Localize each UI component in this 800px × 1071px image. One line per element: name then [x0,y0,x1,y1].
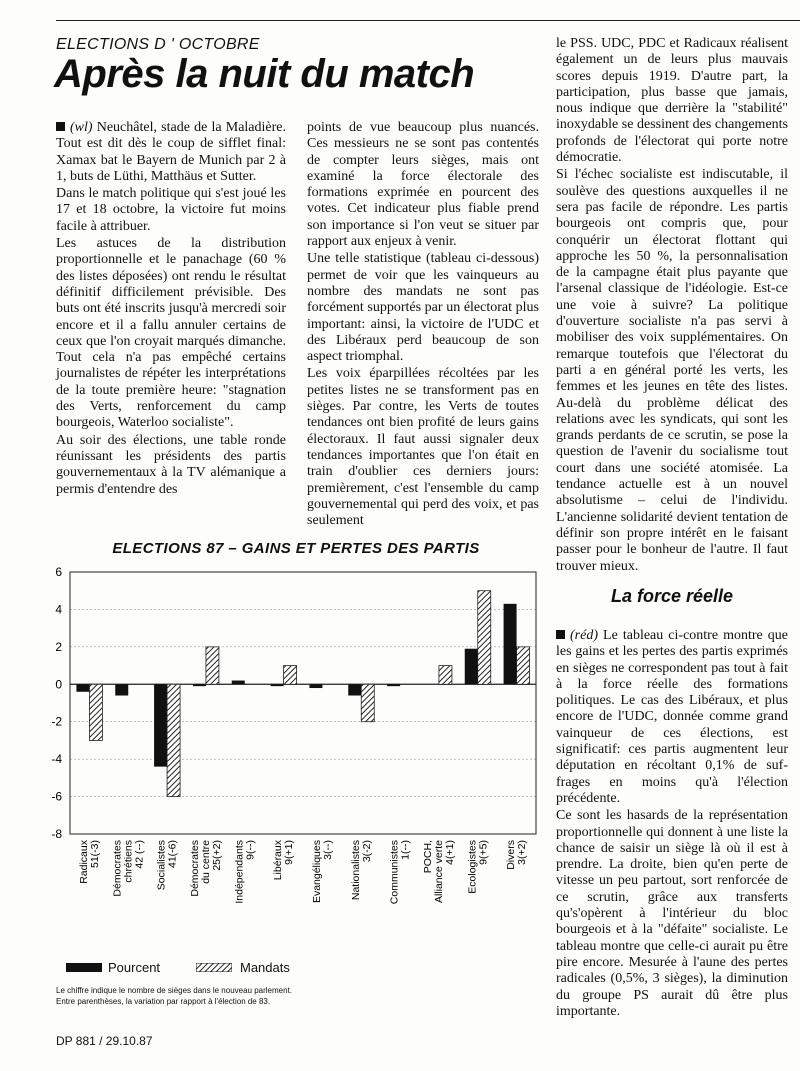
column-2 [307,120,539,530]
bar-pourcent [348,684,361,695]
paragraph: Neuchâtel, stade de la Maladière. Tout est dit dès le coup de sifflet final: Xamax bat le Bayern de Munich par 2 à 1, buts de Lüthi, Matthäus et Sutter. [56,120,286,184]
paragraph: Dans le match politique qui s'est joué les 17 et 18 octobre, la victoire fut moins facile à attribuer. [56,186,286,234]
bar-chart [40,560,540,955]
x-tick-label: 51(-3) [88,840,101,869]
y-tick-label: 6 [55,565,62,579]
chart-title: ELECTIONS 87 – GAINS ET PERTES DES PARTIS [112,540,480,557]
y-tick-label: -8 [51,827,62,841]
paragraph: Le tableau ci-contre montre que les gains et les pertes des partis exprimés en sièges ne correspondent pas tout à fait à la force réelle des formations politiques. Le cas des Libéraux, et plus encore de l'UDC, donnée comme grand vainqueur de ces élections, est significatif: ces partis augmentent leur députation en récoltant 0,1% de suf-frages en moins qu'à l'élection précédente. [556,628,788,806]
chart-note: Entre parenthèses, la variation par rapport à l'élection de 83. [56,997,271,1006]
column-1 [56,120,286,499]
x-tick-label: Radicaux [77,840,90,884]
bar-pourcent [232,681,245,685]
x-tick-label: Communistes [388,840,401,905]
column-3 [556,36,788,576]
sidebar-title: La force réelle [610,586,734,606]
legend-swatch-pourcent [66,963,102,972]
x-tick-label: du centre [199,840,212,884]
paragraph: Au soir des élections, une table ronde réunissant les présidents des partis gouvernementaux à la TV alémanique a permis d'entendre des [56,432,286,497]
bar-pourcent [193,684,206,686]
footer-issue: DP 881 / 29.10.87 [56,1034,153,1048]
bar-mandats [478,591,491,685]
paragraph: Les astuces de la distribution proportionnelle et le panachage (60 % des listes déposées) ont rendu le résultat définitif difficilement prévisible. Des buts ont été inscrits jusqu'à mercredi soir encore et il a fallu annuler certains de ceux que l'on croyait marqués dimanche. Tout cela n'a pas empêché certains journalistes de répéter les interprétations de la toute première heure: "stagnation des Verts, renforcement du camp bourgeois, Waterloo socialiste". [56,236,286,431]
x-tick-label: 1(--) [399,840,412,860]
x-tick-label: 42 (--) [133,840,146,869]
x-tick-label: Divers [505,840,518,870]
paragraph: Les voix éparpillées récoltées par les petites listes ne se transforment pas en sièges. Par contre, les Verts de toutes tendances ont bien profité de leurs gains électoraux. Il faut aussi signaler deux tendances importantes que l'on était en train d'oublier ces derniers jours: premièrement, c'est l'ensemble du camp gouvernemental qui perd des voix, et pas seulement [307,366,539,529]
x-tick-label: Alliance verte [432,840,445,904]
y-tick-label: -2 [51,714,62,729]
x-tick-label: 3(-2) [360,840,373,863]
bar-mandats [439,666,452,685]
x-tick-label: 9(--) [244,840,257,860]
bar-mandats [284,666,297,685]
byline: (wl) [70,120,93,135]
x-tick-label: 3(+2) [516,840,529,865]
byline: (réd) [570,628,598,643]
bullet-square-icon [56,122,65,131]
chart-note: Le chiffre indique le nombre de sièges dans le nouveau parlement. [56,986,293,995]
legend-swatch-mandats [196,963,232,972]
bar-pourcent [309,684,322,688]
x-tick-label: Démocrates [111,840,124,897]
x-tick-label: Libéraux [272,840,285,881]
x-tick-label: 3(--) [321,840,334,860]
x-tick-label: Socialistes [155,840,168,891]
x-tick-label: Evangéliques [310,840,323,904]
bar-pourcent [465,649,478,685]
plot-frame [70,572,536,834]
y-tick-label: 2 [55,639,62,654]
bar-mandats [206,647,219,684]
x-tick-label: Ecologistes [466,840,479,894]
x-tick-label: POCH, [421,840,434,874]
bar-pourcent [154,684,167,766]
x-tick-label: Nationalistes [349,840,362,901]
bullet-square-icon [556,630,565,639]
kicker: ELECTIONS D ' OCTOBRE [56,36,260,53]
x-tick-label: 25(+2) [210,840,223,871]
bar-mandats [517,647,530,684]
legend-label-mandats: Mandats [240,960,290,975]
legend-label-pourcent: Pourcent [108,960,161,975]
y-tick-label: -4 [51,752,62,767]
paragraph: points de vue beaucoup plus nuancés. Ces messieurs ne se sont pas contentés de compter leurs sièges, mais ont examiné la force électorale des formations exprimée en pourcent des votes. Cet indicateur plus fiable prend son importance si l'on veut se situer par rapport aux enjeux à venir. [307,120,539,250]
bar-pourcent [271,684,284,686]
sidebar-text [556,628,788,1021]
bar-pourcent [387,684,400,686]
bar-mandats [361,684,374,721]
x-tick-label: 9(+1) [283,840,296,865]
x-tick-label: 41(-6) [166,840,179,869]
paragraph: Une telle statistique (tableau ci-dessous) permet de voir que les vainqueurs au nombre des mandats ne sont pas forcément supportés par un électorat plus important: ainsi, la victoire de l'UDC et des Libéraux perd beaucoup de son aspect triomphal. [307,251,539,365]
y-tick-label: -6 [51,789,62,804]
bar-pourcent [504,604,517,684]
x-tick-label: 9(+5) [477,840,490,865]
x-tick-label: chrétiens [122,840,135,883]
headline: Après la nuit du match [54,52,475,96]
y-tick-label: 0 [55,677,62,692]
paragraph: Ce sont les hasards de la représentation proportionnelle qui donnent à une liste la chance de saisir un siège là où il est à prendre. La droite, bien qu'en perte de vitesse un peu partout, sort renforcée de ce scrutin, grâce aux transferts qu's'opèrent à l'intérieur du bloc bourgeois et à la "défaite" socialiste. Le tableau montre que celle-ci aurait pu être pire encore. Mesurée à l'aune des pertes radicales (0,5%, 3 sièges), la diminution du groupe PS aurait dû être plus importante. [556,808,788,1019]
bar-pourcent [115,684,128,695]
y-tick-label: 4 [55,602,62,617]
bar-mandats [167,684,180,796]
paragraph: Si l'échec socialiste est indiscutable, il soulève des questions auxquelles il ne sera pas facile de répondre. Les partis bourgeois ont compris que, pour conquérir un électorat flottant qui approche les 50 %, la personnalisation de la campagne était plus payante que l'arsenal classique de l'idéologie. Est-ce une voie à suivre? La politique d'ouverture socialiste n'a pas servi à mobiliser des voix supplémentaires. On remarque toutefois que l'électorat du parti a en général porté les verts, les femmes et les jeunes en tête des listes. Au-delà du problème délicat des relations avec les syndicats, qui sont les grands perdants de ce scrutin, se pose la question de l'avenir du socialisme tout court dans une société atomisée. La tendance actuelle est à un nouvel absolutisme – celui de l'individu. L'ancienne solidarité devient tentation de définir son propre intérêt en le faisant passer pour le bonheur de l'autre. Il faut trouver mieux. [556,167,788,574]
bar-mandats [89,684,102,740]
bar-pourcent [76,684,89,691]
x-tick-label: Démocrates [188,840,201,897]
x-tick-label: Indépendants [233,840,246,904]
top-rule [56,20,800,21]
x-tick-label: 4(+1) [443,840,456,865]
paragraph: le PSS. UDC, PDC et Radicaux réalisent également un de leurs plus mauvais scores depuis 1919. D'autre part, la participation, plus basse que jamais, nous indique que derrière la "stabilité" inoxydable se dessinent des changements profonds de l'électorat qui porte notre démocratie. [556,36,788,166]
